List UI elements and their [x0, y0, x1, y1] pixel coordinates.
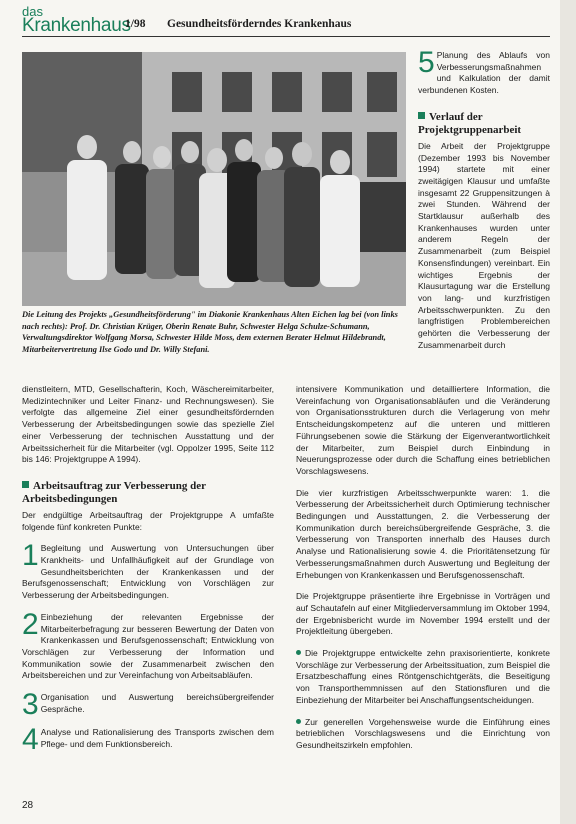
- item-text: Begleitung und Auswertung von Untersuchungen über Krankheits- und Unfallhäufigkeit auf der Grundlage von Gesundheitsberichten der Krankenkassen und der Berufsgenossenschaft; Entwicklung von Vorschlägen zur Verbesserung der Arbeitsbedingungen.: [22, 543, 274, 601]
- bullet-paragraph: [296, 648, 550, 707]
- masthead-das: das: [22, 4, 43, 19]
- header-rule: [22, 36, 550, 37]
- group-photo-image: [22, 52, 406, 306]
- list-item: [22, 723, 274, 757]
- section-heading: [22, 480, 274, 506]
- issue-number: 1/98: [125, 18, 146, 30]
- item-number: 2: [22, 607, 39, 641]
- photo-caption: Die Leitung des Projekts „Gesundheitsförderung" im Diakonie Krankenhaus Alten Eichen lag bei (von links nach rechts): Prof. Dr. Christian Krüger, Oberin Renate Buhr, Schwester Helga Schulze-Schumann, Verwaltungsdirektor Wolfgang Morsa, Schwester Hilde Moss, dem externen Berater Helmut Hildebrandt, Mitarbeitervertretung Ilse Godo und Dr. Willy Stefani.: [22, 310, 398, 354]
- item-number: 5: [418, 46, 435, 79]
- bullet-paragraph: [296, 717, 550, 752]
- list-item: [418, 46, 550, 97]
- left-column: [22, 384, 274, 757]
- item-text: Einbeziehung der relevanten Ergebnisse der Mitarbeiterbefragung zur besseren Bewertung der Daten von Krankenkassen und Berufsgenossenschaft; Entwicklung von Vorschlägen zur Verbesserung der Information und Kommunikation sowie der Zusammenarbeit zwischen den Arbeitsbereichen und zur Vereinfachung von Arbeitsabläufen.: [22, 611, 274, 681]
- page-edge: [560, 0, 576, 824]
- paragraph: Die Projektgruppe präsentierte ihre Ergebnisse in Vorträgen und auf Schautafeln auf einer Mitgliederversammlung im Oktober 1994, der Ergebnisbericht wurde im November 1994 erstellt und der Projektleitung übergeben.: [296, 591, 550, 637]
- item-number: 1: [22, 539, 39, 573]
- section-heading: [418, 111, 550, 137]
- paragraph: Die vier kurzfristigen Arbeitsschwerpunkte waren: 1. die Verbesserung der Arbeitssicherheit durch Optimierung technischer Bedingungen und Ausstattungen, 2. die Verbesserung der Kommunikation durch bereichsübergreifende Gespräche, 3. die Verbesserung von Transporten innerhalb des Hauses durch Analyse und Rationalisierung sowie 4. die Prioritätensetzung für Verbesserungsmaßnahmen durch Auswertung und Begleitung der Erhebungen von Krankenkassen und Berufsgenossenschaft.: [296, 487, 550, 580]
- arbeitsauftrag-heading: Arbeitsauftrag zur Verbesserung der Arbeitsbedingungen: [22, 479, 206, 505]
- verlauf-heading: Verlauf der Projektgruppenarbeit: [418, 110, 522, 136]
- item-text: Organisation und Auswertung bereichsübergreifender Gespräche.: [40, 692, 274, 714]
- round-bullet-icon: [296, 650, 301, 655]
- section-title: Gesundheitsförderndes Krankenhaus: [167, 18, 352, 30]
- page-number: 28: [22, 800, 34, 811]
- bullet-text: Die Projektgruppe entwickelte zehn praxisorientierte, konkrete Vorschläge zur Verbesserung der Arbeitssituation, zum Beispiel die Ersatzbeschaffung eines Röntgenschichtgeräts, die Beseitigung von Transporthemmnissen auf den Stationsfluren und die Einbeziehung der Mitarbeiter bei Anschaffungsentscheidungen.: [296, 648, 550, 705]
- item-number: 3: [22, 688, 39, 722]
- bullet-text: Zur generellen Vorgehensweise wurde die Einführung eines betrieblichen Vorschlagswesens und die Einrichtung von Gesundheitszirkeln empfohlen.: [296, 716, 550, 750]
- list-item: [22, 607, 274, 682]
- verlauf-text: Die Arbeit der Projektgruppe (Dezember 1993 bis November 1994) startete mit einer zweitägigen Klausur und umfaßte insgesamt 22 Gruppensitzungen à zwei Stunden. Während der Startklausur außerhalb des Krankenhauses wurden unter anderem Regeln der Zusammenarbeit (zum Beispiel Konsensfindungen) vereinbart. Ein wichtiges Ergebnis der Klausurtagung war die Erstellung von lang- und kurzfristigen Arbeitsschwerpunkten. Zu den langfristigen Problembereichen gehörten die Verbesserung der Zusammenarbeit durch: [418, 140, 550, 350]
- square-bullet-icon: [22, 481, 29, 488]
- round-bullet-icon: [296, 719, 301, 724]
- list-item: [22, 539, 274, 602]
- lead-paragraph: Der endgültige Arbeitsauftrag der Projektgruppe A umfaßte folgende fünf konkreten Punkte:: [22, 509, 274, 532]
- item-text: Analyse und Rationalisierung des Transports zwischen dem Pflege- und dem Funktionsbereich.: [40, 727, 274, 749]
- item-number: 4: [22, 723, 39, 757]
- item-text: Planung des Ablaufs von Verbesserungsmaßnahmen und Kalkulation der damit verbundenen Kosten.: [418, 50, 550, 96]
- group-photo: [22, 52, 406, 306]
- square-bullet-icon: [418, 112, 425, 119]
- right-column: [418, 46, 550, 351]
- paragraph: intensivere Kommunikation und detailliertere Information, die Vereinfachung von Organisationsabläufen und die Veränderung von Organisationsstrukturen durch die Verlagerung von mehr Entscheidungskompetenz auf die unteren und mittleren Führungsebenen sowie die Stärkung der Eigenverantwortlichkeit der Mitarbeiter, zum Beispiel durch Einbindung in Neuerungsprozesse oder durch die Schaffung eines betrieblichen Vorschlagswesens.: [296, 384, 550, 476]
- masthead-logo: Krankenhaus: [22, 15, 131, 36]
- list-item: [22, 688, 274, 722]
- middle-column: [296, 384, 550, 752]
- intro-paragraph: dienstleitern, MTD, Gesellschafterin, Koch, Wäschereimitarbeiter, Medizintechniker und Leiter Finanz- und Rechnungswesen). Sie verfolgte das allgemeine Ziel einer gesundheitsfördernden Verbesserung der Arbeitsbedingungen sowie das spezielle Ziel einer Verbesserung der technischen Ausstattung und der Arbeitssicherheit für die Mitarbeiter (vgl. Oppolzer 1995, Seite 112 bis 146: Projektgruppe A 1994).: [22, 384, 274, 465]
